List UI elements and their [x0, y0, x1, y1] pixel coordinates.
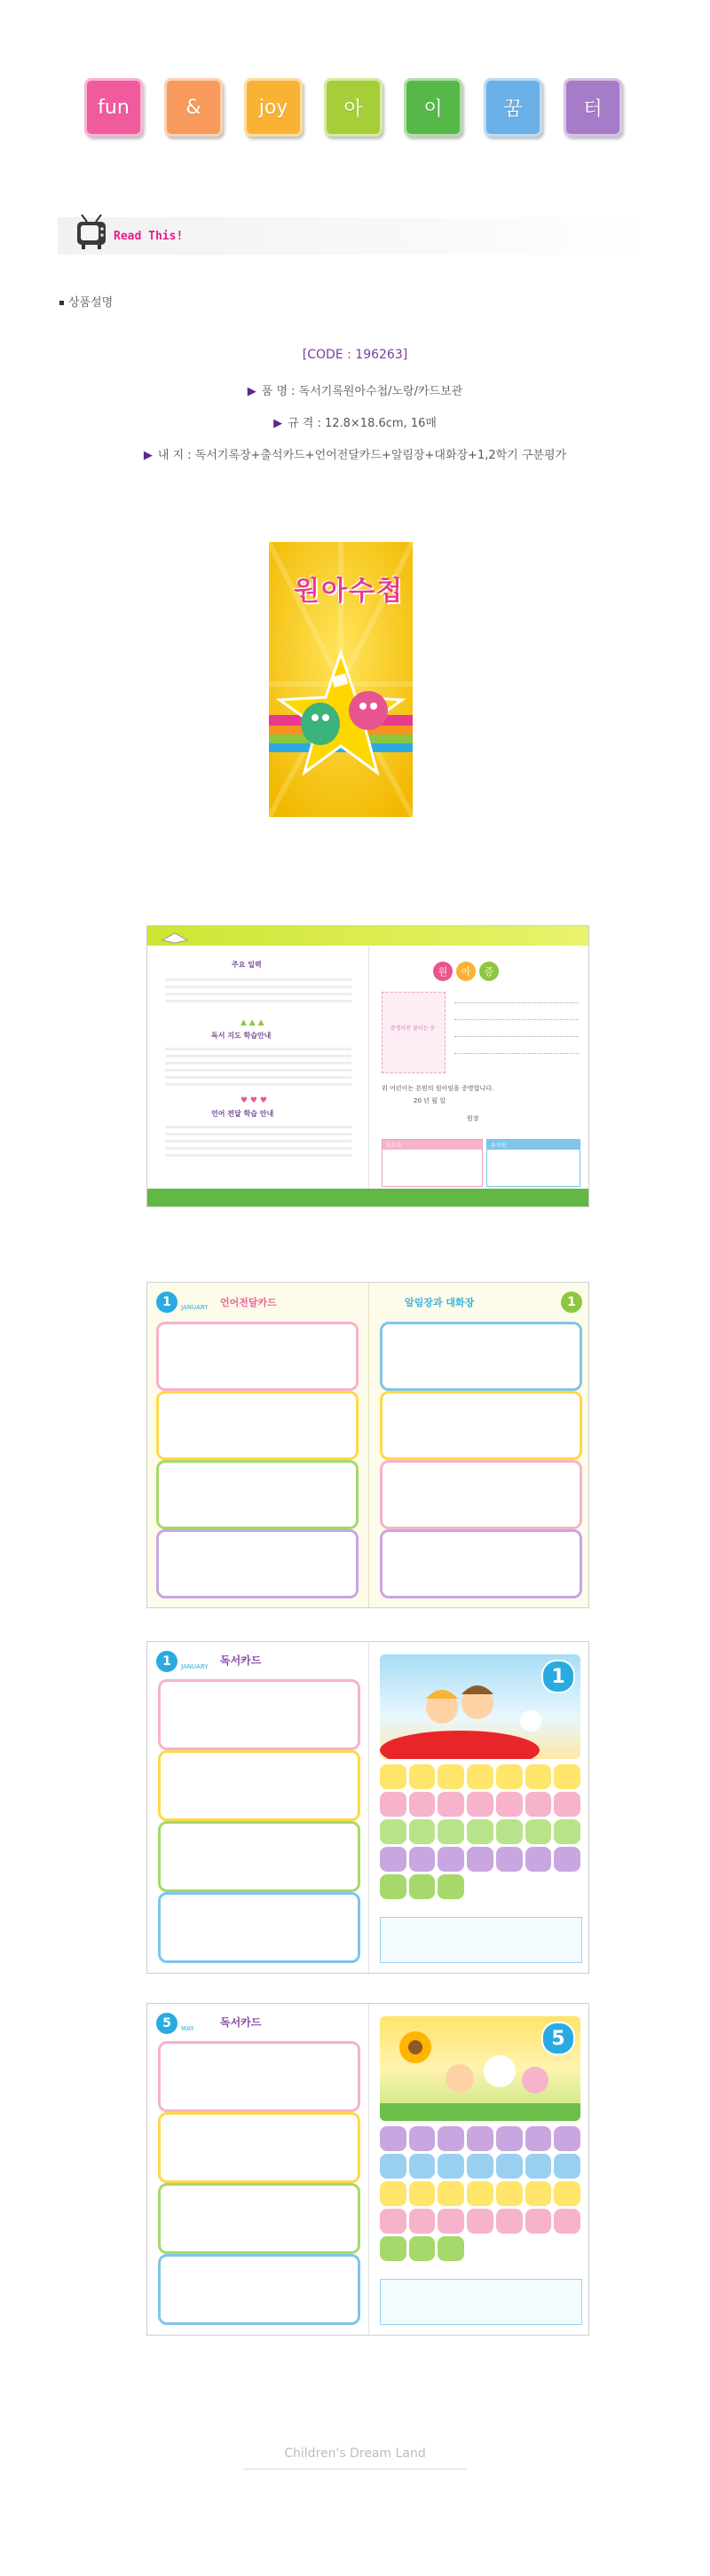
read-this-label: Read This! — [114, 230, 184, 243]
spread-reading-may — [146, 2003, 589, 2336]
s1-box2-title: 유치원 — [487, 1140, 580, 1150]
s1-heading2: 독서 지도 학습안내 — [211, 1032, 272, 1040]
month-number: 1 — [567, 1295, 576, 1309]
s4-title: 독서카드 — [220, 2016, 262, 2029]
book-icon — [162, 930, 188, 944]
s2-month-name: JANUARY — [181, 1304, 209, 1311]
s3-title: 독서카드 — [220, 1654, 262, 1667]
arrow-icon: ▶ — [273, 417, 283, 430]
month-number: 5 — [162, 2016, 171, 2030]
tile-a: 아 — [324, 78, 383, 137]
brand-tiles — [84, 78, 626, 145]
s1-seal: 원장 — [467, 1115, 479, 1122]
month-number: 1 — [162, 1654, 171, 1669]
s2-left-title: 언어전달카드 — [220, 1297, 277, 1308]
badge-char: 원 — [433, 962, 453, 981]
s4-month-name: MAY — [181, 2025, 194, 2032]
tv-icon — [75, 213, 110, 252]
s1-heading3: 언어 전달 학습 안내 — [211, 1110, 274, 1118]
tile-i: 이 — [404, 78, 462, 137]
spread-cards — [146, 1282, 589, 1608]
month-badge-left: 1 — [156, 1292, 178, 1313]
tile-teo: 터 — [564, 78, 622, 137]
s3-big-month — [541, 1660, 575, 1693]
month-badge-right — [561, 1292, 582, 1313]
section-title — [59, 293, 113, 310]
s2-right-title: 알림장과 대화장 — [405, 1297, 475, 1308]
s1-date: 20 년 월 일 — [414, 1097, 446, 1104]
s4-big-month — [541, 2022, 575, 2055]
product-name — [0, 381, 710, 398]
product-contents — [0, 445, 710, 462]
s3-illustration — [380, 1654, 580, 1759]
spread-intro: 주요 일력 ▲ ▲ ▲ 독서 지도 학습안내 ♥ ♥ ♥ 언어 전달 학습 안내 원 아 증 증명사진 붙이는 곳 위 어린이는 본원의 원아임을 증명합니다. 20 년 월 일 원장 보호자 유치원 — [146, 925, 589, 1207]
tile-and: & — [164, 78, 223, 137]
section-title-text: 상품설명 — [68, 296, 114, 310]
arrow-icon: ▶ — [247, 385, 256, 398]
s3-month-name: JANUARY — [181, 1663, 209, 1670]
badge-char: 증 — [479, 962, 499, 981]
tile-kkum: 꿈 — [484, 78, 542, 137]
footer-text: Children's Dream Land — [284, 2446, 426, 2461]
s1-caption: 위 어린이는 본원의 원아임을 증명합니다. — [382, 1085, 494, 1092]
s4-calendar — [380, 2126, 580, 2268]
s3-month-badge — [156, 1651, 178, 1672]
s1-box1-title: 보호자 — [383, 1140, 482, 1150]
tile-joy: joy — [244, 78, 303, 137]
s1-badge — [433, 962, 499, 981]
s3-calendar — [380, 1764, 580, 1906]
product-contents-text: 내 지 : 독서기록장+출석카드+언어전달카드+알림장+대화장+1,2학기 구분평가 — [157, 449, 567, 462]
photo-box — [382, 992, 446, 1073]
footer-divider — [243, 2469, 467, 2470]
tile-fun: fun — [84, 78, 143, 137]
arrow-icon: ▶ — [143, 449, 153, 462]
month-number: 1 — [551, 1665, 565, 1688]
product-code: [CODE : 196263] — [302, 348, 408, 362]
cover-title: 원아수첩 — [294, 576, 404, 607]
photo-label: 증명사진 붙이는 곳 — [390, 1025, 436, 1032]
product-size-text: 규 격 : 12.8×18.6cm, 16매 — [288, 417, 437, 430]
spread-reading-january — [146, 1641, 589, 1974]
cover-image — [269, 542, 413, 817]
badge-char: 아 — [456, 962, 476, 981]
s4-month-badge — [156, 2013, 178, 2034]
s4-illustration — [380, 2016, 580, 2121]
product-size — [0, 413, 710, 430]
month-number: 5 — [551, 2027, 565, 2050]
s1-heading1: 주요 일력 — [232, 961, 262, 969]
product-name-text: 품 명 : 독서기록원아수첩/노랑/카드보관 — [261, 385, 463, 398]
